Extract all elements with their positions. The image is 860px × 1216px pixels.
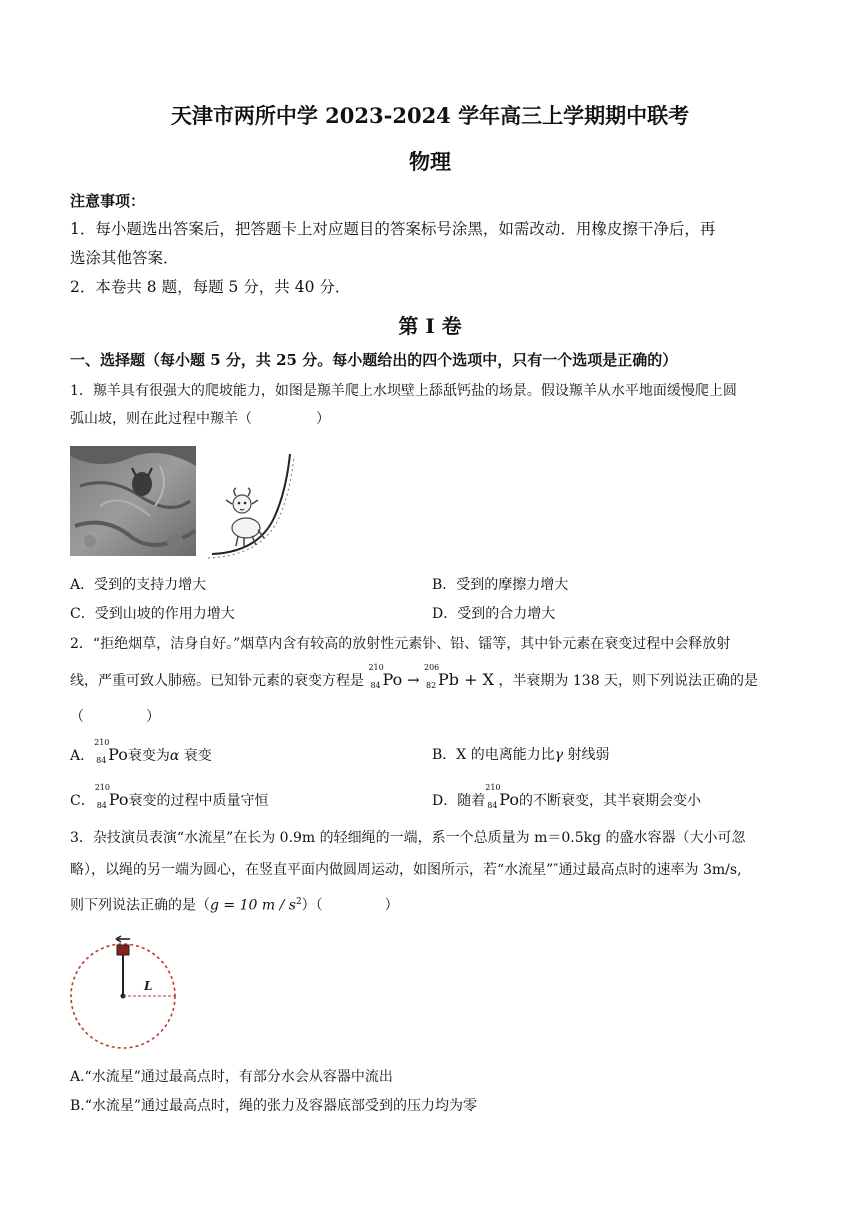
q2-option-d[interactable]: D．随着 210 84 Po的不断衰变，其半衰期会变小	[432, 783, 701, 810]
goat-slope-diagram	[198, 448, 298, 560]
q2-line-3	[70, 707, 160, 727]
q1-option-c[interactable]: C．受到山坡的作用力增大	[70, 606, 235, 622]
subject-title: 物理	[409, 149, 451, 174]
q2-line-2	[70, 663, 759, 691]
pb-nuclide: 206 82 Pb	[424, 663, 460, 690]
q2-option-a[interactable]: A． 210 84 Po衰变为α 衰变	[70, 738, 212, 765]
water-star-diagram	[66, 932, 182, 1050]
section-juan-title: 第 I 卷	[398, 314, 462, 338]
q1-line-2	[70, 409, 330, 429]
gravity-expression: g = 10 m / s	[210, 897, 296, 914]
q1-paren-close: ）	[316, 411, 330, 427]
decay-arrow: →	[402, 671, 420, 689]
q2-paren-close: ）	[146, 709, 160, 725]
goat-dam-photo	[70, 446, 196, 556]
notice-item-1-line-2: 选涂其他答案．	[70, 249, 179, 267]
notice-item-2: 2．本卷共 8 题，每题 5 分，共 40 分．	[70, 278, 351, 296]
notice-item-1-line-1: 1．每小题选出答案后，把答题卡上对应题目的答案标号涂黑，如需改动．用橡皮擦干净后，再	[70, 220, 716, 238]
q2-line-2-pre: 线，严重可致人肺癌。已知钋元素的衰变方程是	[70, 673, 364, 689]
q1-line-2-text: 弧山坡，则在此过程中羱羊（	[70, 411, 252, 427]
q2-option-b[interactable]: B．X 的电离能力比γ 射线弱	[432, 747, 610, 763]
q3-option-b[interactable]: B.“水流星”通过最高点时，绳的张力及容器底部受到的压力均为零	[70, 1098, 478, 1114]
q3-line-3: 则下列说法正确的是（g = 10 m / $s^2$）（ ）	[70, 897, 399, 914]
decay-product: + X	[459, 670, 494, 689]
q3-line-1: 3．杂技演员表演“水流星”在长为 0.9m 的轻细绳的一端，系一个总质量为 m＝0.5kg 的盛水容器（大小可忽	[70, 830, 746, 846]
q1-option-d[interactable]: D．受到的合力增大	[432, 606, 556, 622]
exam-title: 天津市两所中学 2023-2024 学年高三上学期期中联考	[170, 103, 690, 128]
q1-option-b[interactable]: B．受到的摩擦力增大	[432, 577, 569, 593]
po-nuclide: 210 84 Po	[368, 663, 403, 690]
notice-heading: 注意事项：	[70, 192, 146, 210]
part-heading: 一、选择题（每小题 5 分，共 25 分。每小题给出的四个选项中，只有一个选项是正确的）	[70, 351, 678, 369]
q3-option-a[interactable]: A.“水流星”通过最高点时，有部分水会从容器中流出	[70, 1069, 393, 1085]
q2-option-c[interactable]: C． 210 84 Po衰变的过程中质量守恒	[70, 783, 269, 810]
q1-option-a[interactable]: A．受到的支持力增大	[70, 577, 207, 593]
q1-line-1: 1．羱羊具有很强大的爬坡能力，如图是羱羊爬上水坝壁上舔舐钙盐的场景。假设羱羊从水平地面缓慢爬上圆	[70, 383, 737, 399]
q3-line-2: 略），以绳的另一端为圆心，在竖直平面内做圆周运动，如图所示，若“水流星”″通过最高点时的速率为 3m/s,	[70, 862, 742, 878]
q2-line-1: 2．“拒绝烟草，洁身自好。”烟草内含有较高的放射性元素钋、铅、镭等，其中钋元素在衰变过程中会释放射	[70, 636, 731, 652]
rope-length-label: L	[144, 979, 153, 993]
q2-line-2-post: ，半衰期为 138 天，则下列说法正确的是	[498, 673, 759, 689]
q2-paren-open: （	[70, 709, 84, 725]
